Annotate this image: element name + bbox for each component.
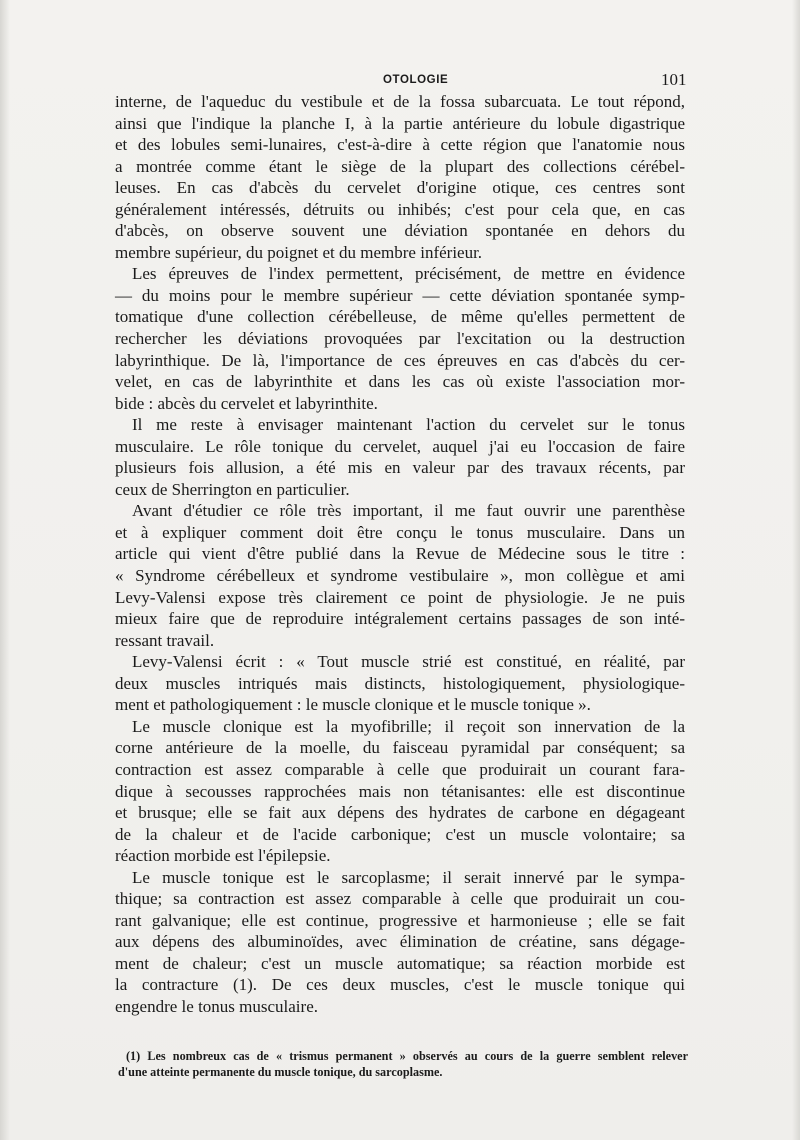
page-number: 101	[661, 70, 687, 89]
text-line: leuses. En cas d'abcès du cervelet d'origine otique, ces centres sont	[115, 178, 685, 198]
text-line: bide : abcès du cervelet et labyrinthite.	[115, 393, 378, 413]
text-line: ainsi que l'indique la planche I, à la partie antérieure du lobule digastrique	[115, 113, 685, 133]
footnote-line: d'une atteinte permanente du muscle tonique, du sarcoplasme.	[118, 1065, 443, 1079]
text-line: rechercher les déviations provoquées par l'excitation ou la destruction	[115, 329, 685, 349]
text-line: — du moins pour le membre supérieur — cette déviation spontanée symp-	[115, 285, 685, 305]
text-line: ressant travail.	[115, 630, 215, 650]
text-line: velet, en cas de labyrinthite et dans les cas où existe l'association mor-	[115, 372, 685, 392]
text-line: musculaire. Le rôle tonique du cervelet, auquel j'ai eu l'occasion de faire	[115, 436, 685, 456]
text-line: Levy-Valensi écrit : « Tout muscle strié est constitué, en réalité, par	[132, 652, 685, 672]
text-line: corne antérieure de la moelle, du faisceau pyramidal par conséquent; sa	[115, 738, 685, 758]
text-line: la contracture (1). De ces deux muscles, c'est le muscle tonique qui	[115, 975, 685, 995]
text-line: article qui vient d'être publié dans la Revue de Médecine sous le titre :	[115, 544, 685, 564]
footnote	[118, 1048, 688, 1080]
text-line: thique; sa contraction est assez comparable à celle que produirait un cou-	[115, 889, 685, 909]
text-line: « Syndrome cérébelleux et syndrome vestibulaire », mon collègue et ami	[115, 566, 685, 586]
text-line: et à expliquer comment doit être conçu le tonus musculaire. Dans un	[115, 522, 685, 542]
text-line: de la chaleur et de l'acide carbonique; c'est un muscle volontaire; sa	[115, 824, 685, 844]
running-head: OTOLOGIE	[383, 74, 449, 86]
text-line: Le muscle tonique est le sarcoplasme; il serait innervé par le sympa-	[132, 867, 685, 887]
text-line: ceux de Sherrington en particulier.	[115, 479, 350, 499]
text-line: interne, de l'aqueduc du vestibule et de la fossa subarcuata. Le tout répond,	[115, 92, 685, 111]
text-line: réaction morbide est l'épilepsie.	[115, 846, 331, 866]
text-line: Les épreuves de l'index permettent, précisément, de mettre en évidence	[132, 264, 685, 284]
text-line: contraction est assez comparable à celle que produirait un courant fara-	[115, 759, 685, 779]
text-line: Le muscle clonique est la myofibrille; il reçoit son innervation de la	[132, 716, 685, 736]
text-line: et brusque; elle se fait aux dépens des hydrates de carbone en dégageant	[115, 803, 685, 823]
text-line: engendre le tonus musculaire.	[115, 996, 318, 1016]
text-line: ment et pathologiquement : le muscle clonique et le muscle tonique ».	[115, 695, 591, 715]
text-line: deux muscles intriqués mais distincts, histologiquement, physiologique-	[115, 673, 685, 693]
text-line: d'abcès, on observe souvent une déviation spontanée en dehors du	[115, 221, 685, 241]
text-line: ment de chaleur; c'est un muscle automatique; sa réaction morbide est	[115, 953, 685, 973]
text-line: généralement intéressés, détruits ou inhibés; c'est pour cela que, en cas	[115, 199, 685, 219]
text-line: Avant d'étudier ce rôle très important, il me faut ouvrir une parenthèse	[132, 501, 685, 521]
text-line: Il me reste à envisager maintenant l'action du cervelet sur le tonus	[132, 415, 685, 435]
text-line: labyrinthique. De là, l'importance de ces épreuves en cas d'abcès du cer-	[115, 350, 685, 370]
text-line: Levy-Valensi expose très clairement ce point de physiologie. Je ne puis	[115, 587, 685, 607]
text-line: dique à secousses rapprochées mais non tétanisantes: elle est discontinue	[115, 781, 685, 801]
text-line: a montrée comme étant le siège de la plupart des collections cérébel-	[115, 156, 685, 176]
text-line: membre supérieur, du poignet et du membre inférieur.	[115, 242, 483, 262]
text-line: et des lobules semi-lunaires, c'est-à-dire à cette région que l'anatomie nous	[115, 135, 685, 155]
text-line: mieux faire que de reproduire intégralement certains passages de son inté-	[115, 609, 685, 629]
text-line: plusieurs fois allusion, a été mis en valeur par des travaux récents, par	[115, 458, 685, 478]
text-line: aux dépens des albuminoïdes, avec élimination de créatine, sans dégage-	[115, 932, 685, 952]
text-line: tomatique d'une collection cérébelleuse, de même qu'elles permettent de	[115, 307, 685, 327]
text-line: rant galvanique; elle est continue, progressive et harmonieuse ; elle se fait	[115, 910, 685, 930]
body-text	[115, 91, 685, 1018]
footnote-line: (1) Les nombreux cas de « trismus permanent » observés au cours de la guerre semblent relever	[126, 1049, 688, 1063]
